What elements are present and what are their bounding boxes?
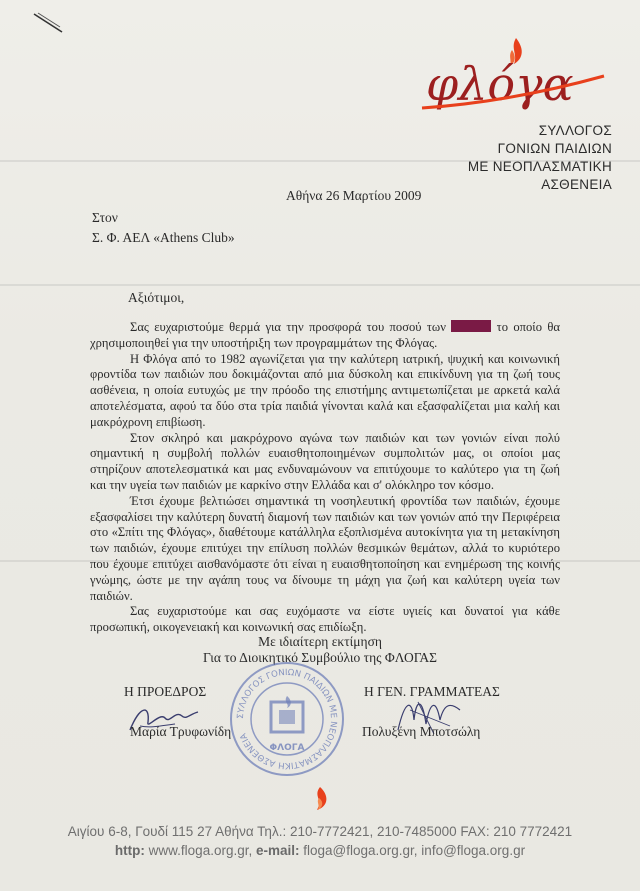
org-line: ΑΣΘΕΝΕΙΑ (541, 177, 612, 192)
logo-wordmark: φλόγα (426, 57, 574, 111)
footer-contacts (0, 843, 640, 858)
closing-regards: Με ιδιαίτερη εκτίμηση (258, 634, 382, 649)
website-link[interactable]: www.floga.org.gr, (148, 843, 253, 858)
greeting: Αξιότιμοι, (128, 290, 185, 305)
org-line: ΓΟΝΙΩΝ ΠΑΙΔΙΩΝ (497, 141, 612, 156)
paragraph (90, 320, 560, 352)
paragraph-text: το οποίο θα χρησιμοποιηθεί για την υποστήριξη των προγραμμάτων της Φλόγας. (90, 320, 560, 350)
footer-address: Αιγίου 6-8, Γουδί 115 27 Αθήνα Τηλ.: 210-7772421, 210-7485000 FAX: 210 7772421 (67, 824, 573, 839)
recipient: Σ. Φ. ΑΕΛ «Athens Club» (92, 230, 235, 245)
to-label: Στον (92, 210, 118, 225)
redacted-amount (451, 320, 491, 332)
org-line: ΜΕ ΝΕΟΠΛΑΣΜΑΤΙΚΗ (467, 159, 612, 174)
paragraph: Στον σκληρό και μακρόχρονο αγώνα των παιδιών και των γονιών είναι πολύ σημαντική η συμβολή πολλών ευαισθητοποιημένων συμπολιτών μας, οι οποίοι μας στηρίζουν αποτελεσματικά και μας ενδυναμώνουν να επιτύχουμε το καλύτερο για τη ζωή και την υγεία των παιδιών με καρκίνο στην Ελλάδα και σ' ολόκληρο τον κόσμο. (90, 430, 560, 492)
http-label: http: (114, 843, 145, 858)
email-links[interactable]: floga@floga.org.gr, info@floga.org.gr (303, 843, 526, 858)
stamp-ring-text: ΣΥΛΛΟΓΟΣ ΓΟΝΙΩΝ ΠΑΙΔΙΩΝ ΜΕ ΝΕΟΠΛΑΣΜΑΤΙΚΗ ΑΣΘΕΝΕΙΑ (235, 667, 339, 771)
fold-line (0, 284, 640, 286)
flame-icon (309, 786, 331, 812)
floga-logo (420, 30, 610, 126)
paragraph: Η Φλόγα από το 1982 αγωνίζεται για την καλύτερη ιατρική, ψυχική και κοινωνική φροντίδα των παιδιών που δοκιμάζονται από μια δύσκολη και επικίνδυνη για τη ζωή τους ασθένεια, η οποία ευτυχώς με την πρόοδο της επιστήμης αντιμετωπίζεται με αρκετά καλά αποτελέσματα, αφού τα δύο στα τρία παιδιά γίνονται καλά και εξασφαλίζεται μια καλή και μακρόχρονη επιβίωση. (90, 351, 560, 429)
closing-board: Για το Διοικητικό Συμβούλιο της ΦΛΟΓΑΣ (202, 650, 438, 665)
pencil-mark-icon (32, 12, 64, 34)
secretary-title: Η ΓΕΝ. ΓΡΑΜΜΑΤΕΑΣ (364, 684, 500, 699)
paragraph: Σας ευχαριστούμε και σας ευχόμαστε να είστε υγιείς και δυνατοί για κάθε προσωπική, οικογενειακή και κοινωνική σας επιδίωξη. (90, 604, 560, 635)
president-name: Μαρία Τρυφωνίδη (130, 724, 232, 739)
organization-name (468, 122, 612, 194)
paragraph-text: Σας ευχαριστούμε θερμά για την προσφορά του ποσού των (130, 320, 446, 334)
letter-body (90, 320, 560, 636)
secretary-name: Πολυξένη Μποτσώλη (362, 724, 481, 739)
email-label: e-mail: (256, 843, 300, 858)
association-stamp (228, 660, 346, 778)
letter-date: Αθήνα 26 Μαρτίου 2009 (286, 188, 422, 203)
org-line: ΣΥΛΛΟΓΟΣ (538, 123, 612, 138)
president-title: Η ΠΡΟΕΔΡΟΣ (124, 684, 207, 699)
stamp-bottom-text: ΦΛΟΓΑ (269, 743, 305, 753)
paragraph: Έτσι έχουμε βελτιώσει σημαντικά τη νοσηλευτική φροντίδα των παιδιών, έχουμε εξασφαλίσει την καλύτερη δυνατή διαμονή των παιδιών και των γονιών από την Περιφέρεια στο «Σπίτι της Φλόγας», διαθέτουμε κατάλληλα εξοπλισμένα αυτοκίνητα για τη μετακίνηση των παιδιών, έχουμε επιτύχει την επίλυση πολλών θεσμικών θεμάτων, αλλά το κυριότερο που έχουμε επιτύχει αισθανόμαστε ότι είναι η ευαισθητοποίηση και ενημέρωση της κοινής γνώμης, ώστε με την αγάπη τους να δίνουμε τη μάχη για ζωή και καλύτερη υγεία των παιδιών. (90, 493, 560, 603)
